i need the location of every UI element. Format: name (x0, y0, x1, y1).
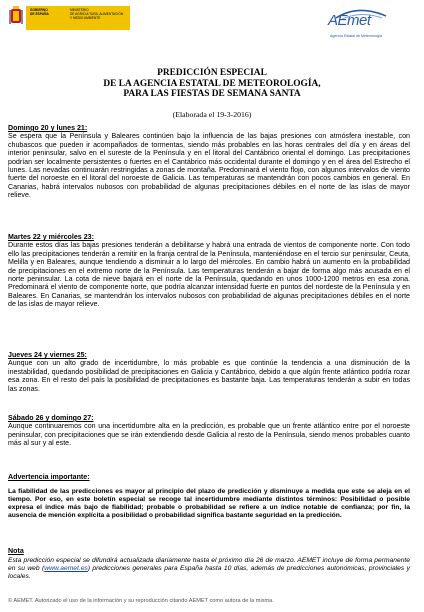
notice-heading: Advertencia importante: (8, 473, 90, 481)
section-heading: Domingo 20 y lunes 21: (8, 124, 88, 132)
note-text: ) predicciones generales para España hasta 10 días, además de predicciones autonómicas, provinciales y locales. (8, 565, 410, 581)
coat-of-arms-icon (8, 6, 24, 28)
title-line: DE LA AGENCIA ESTATAL DE METEOROLOGÍA, (103, 78, 321, 89)
ministry-label-line: Y MEDIO AMBIENTE (70, 16, 101, 20)
title-line: PREDICCIÓN ESPECIAL (157, 68, 267, 78)
note-body (8, 557, 410, 581)
forecast-section (8, 351, 410, 393)
section-body: Se espera que la Península y Baleares continúen bajo la influencia de las bajas presiones con atmósfera inestable, con chubascos que pueden ir acompañados de tormentas, siendo más probables en las horas centrales del día y en áreas del interior peninsular, salvo en el sureste de la Península y en el litoral del Cantábrico oriental el domingo. Las precipitaciones podrían ser localmente persistentes o fuertes en el Cantábrico más occidental durante el domingo y en el área del Estrecho el lunes. Las nevadas continuarán restringidas a zonas de montaña. Predominará el viento flojo, con algunos intervalos de viento fuerte del noroeste en el litoral del noroeste de Galicia. Las temperaturas se mantendrán con pocos cambios en general. En Canarias, habrá intervalos nubosos con probabilidad de algunas precipitaciones débiles en el norte de las islas de mayor relieve. (8, 132, 410, 200)
ministry-banner (26, 6, 130, 30)
government-logo (8, 6, 130, 30)
forecast-section (8, 414, 410, 448)
ministry-label-line: MINISTERIO (70, 8, 89, 12)
forecast-section (8, 124, 410, 200)
copyright-footer: © AEMET. Autorizado el uso de la información y su reproducción citando AEMET como autora de la misma. (8, 598, 274, 604)
aemet-website-link[interactable]: www.aemet.es (44, 565, 88, 573)
page-title (0, 68, 424, 100)
section-heading: Martes 22 y miércoles 23: (8, 233, 94, 241)
aemet-subtitle: Agencia Estatal de Meteorología (330, 34, 382, 38)
title-line: PARA LAS FIESTAS DE SEMANA SANTA (123, 89, 301, 100)
section-body: Durante estos días las bajas presiones tenderán a debilitarse y habrá una entrada de vientos de componente norte. Con todo ello las precipitaciones tenderán a remitir en la franja central de la Península, manteniéndose en el tercio sur peninsular, Ceuta, Melilla y en Baleares, aunque tendiendo a disminuir a lo largo del miércoles. En cambio habrá un aumento en la probabilidad de precipitaciones en el extremo norte de la Península. Las temperaturas tenderán a bajar de forma algo más acusada en el norte peninsular. La cota de nieve bajará en el norte de la Península, quedando en unos 1000-1200 metros en esa zona. Predominará el viento de componente norte, que podría alcanzar intensidad fuerte en puntos del nordeste de la Península y en Baleares. En Canarias, se mantendrán los intervalos nubosos con probabilidad de algunas precipitaciones débiles en el norte de las islas de mayor relieve. (8, 241, 410, 309)
note-text: Esta predicción especial se difundirá actualizada diariamente hasta el próximo día 26 de marzo. AEMET incluye de forma permanente en su web ( (8, 557, 410, 573)
ministry-label (70, 8, 128, 20)
section-heading: Sábado 26 y domingo 27: (8, 414, 94, 422)
forecast-section (8, 233, 410, 309)
government-label (30, 8, 49, 16)
header (0, 0, 424, 60)
government-label-line: GOBIERNO (30, 8, 48, 12)
aemet-wordmark: AEmet (328, 12, 371, 29)
section-body: Aunque con un alto grado de incertidumbre, lo más probable es que continúe la tendencia a una disminución de la inestabilidad, quedando posibilidad de precipitaciones en Galicia y Cantábrico, debido a que algún frente atlántico podría rozar esa zona. En el resto del país la posibilidad de precipitaciones es bastante baja. Las temperaturas tenderán a subir en todas las zonas. (8, 359, 410, 393)
section-body: Aunque continuaremos con una incertidumbre alta en la predicción, es probable que un frente atlántico entre por el noroeste peninsular, con precipitaciones que se irán extendiendo desde Galicia al resto de la Península, siendo menos probables cuanto más al sur y al este. (8, 422, 410, 448)
section-heading: Jueves 24 y viernes 25: (8, 351, 87, 359)
elaboration-date: (Elaborada el 19-3-2016) (172, 110, 252, 119)
note-heading: Nota (8, 547, 24, 555)
government-label-line: DE ESPAÑA (30, 12, 49, 16)
notice-body: La fiabilidad de las predicciones es mayor al principio del plazo de predicción y disminuye a medida que este se aleja en el tiempo. Por eso, en este boletín especial se recoge tal incertidumbre mediante distintos términos: Posibilidad o posible expresa el índice más bajo de fiabilidad; probable o probabilidad se refiere a un índice notable de confianza; por fin, la ausencia de mención explícita a posibilidad o probabilidad significa bastante seguridad en la predicción. (8, 488, 410, 520)
ministry-label-line: DE AGRICULTURA, ALIMENTACIÓN (70, 12, 124, 16)
aemet-logo (316, 8, 406, 42)
